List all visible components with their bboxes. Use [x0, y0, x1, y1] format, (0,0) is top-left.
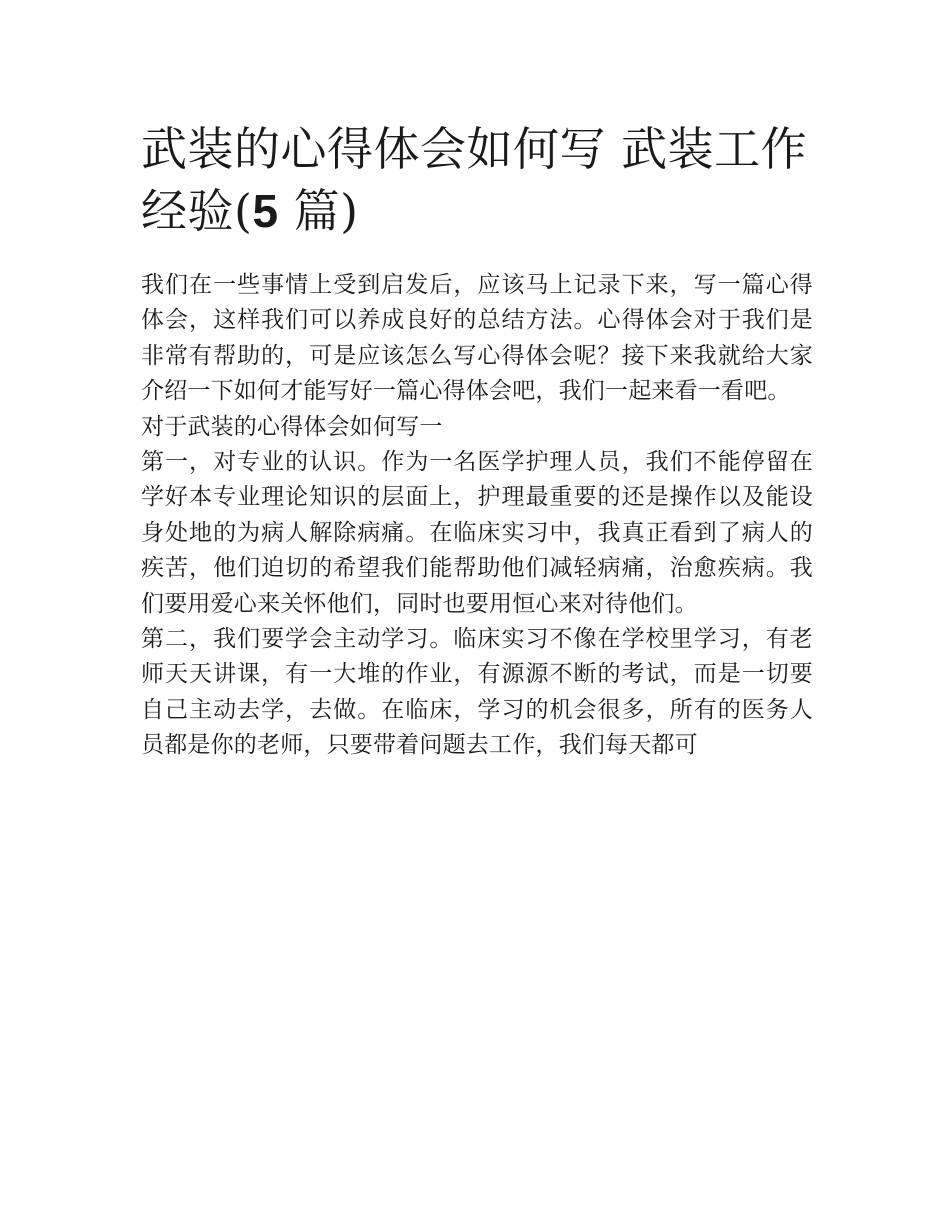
title-text-part1: 武装的心得体会如何写 武装工作经验(: [141, 122, 808, 238]
point-two-paragraph: 第二，我们要学会主动学习。临床实习不像在学校里学习，有老师天天讲课，有一大堆的作业，有源源不断的考试，而是一切要自己主动去学，去做。在临床，学习的机会很多，所有的医务人员都是你的老师，只要带着问题去工作，我们每天都可: [141, 626, 813, 759]
document-title: [141, 118, 813, 242]
document-page: [141, 118, 813, 764]
intro-paragraph: 我们在一些事情上受到启发后，应该马上记录下来，写一篇心得体会，这样我们可以养成良好的总结方法。心得体会对于我们是非常有帮助的，可是应该怎么写心得体会呢？接下来我就给大家介绍一下如何才能写好一篇心得体会吧，我们一起来看一看吧。: [141, 272, 813, 405]
title-count: 5: [252, 185, 279, 237]
section-heading: 对于武装的心得体会如何写一: [141, 413, 443, 440]
title-text-part2: 篇): [278, 184, 359, 238]
point-one-paragraph: 第一，对专业的认识。作为一名医学护理人员，我们不能停留在学好本专业理论知识的层面上，护理最重要的还是操作以及能设身处地的为病人解除病痛。在临床实习中，我真正看到了病人的疾苦，他们迫切的希望我们能帮助他们减轻病痛，治愈疾病。我们要用爱心来关怀他们，同时也要用恒心来对待他们。: [141, 449, 813, 617]
document-body: [141, 268, 813, 764]
